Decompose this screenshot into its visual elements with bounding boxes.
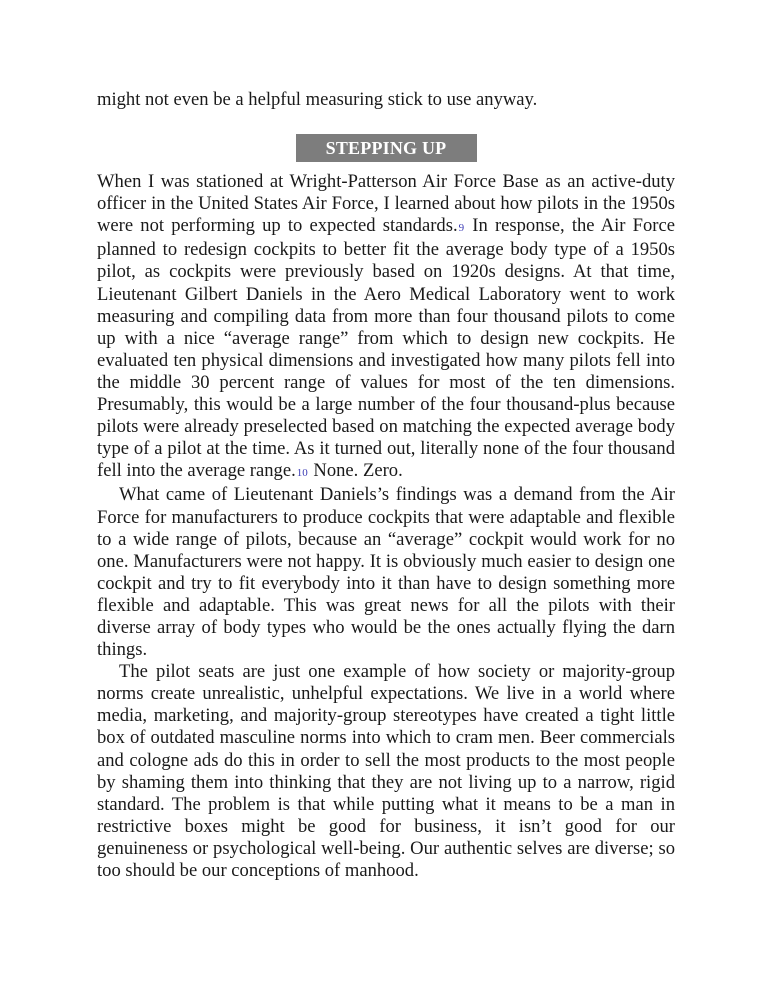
book-page — [97, 89, 675, 882]
endnote-9-link[interactable]: 9 — [458, 222, 465, 235]
paragraph-1-part-2: In response, the Air Force planned to redesign cockpits to better fit the average body type of a 1950s pilot, as cockpits were previously based on 1920s designs. At that time, Lieutenant Gilbert Daniels in the Aero Medical Laboratory went to work measuring and compiling data from more than four thousand pilots to come up with a nice “average range” from which to design new cockpits. He evaluated ten physical dimensions and investigated how many pilots fell into the middle 30 percent range of values for most of the ten dimensions. Presumably, this would be a large number of the four thousand-plus because pilots were already preselected based on matching the expected average body type of a pilot at the time. As it turned out, literally none of the four thousand fell into the average range. — [97, 215, 676, 482]
paragraph-1-part-1: When I was stationed at Wright-Patterson Air Force Base as an active-duty officer in the United States Air Force, I learned about how pilots in the 1950s were not performing up to expected standards. — [97, 171, 675, 237]
paragraph-1 — [97, 171, 675, 484]
paragraph-1-part-3: None. Zero. — [308, 460, 403, 482]
section-heading: STEPPING UP — [296, 134, 477, 162]
endnote-10-link[interactable]: 10 — [296, 467, 308, 480]
section-heading-wrap — [97, 134, 675, 162]
lead-line: might not even be a helpful measuring stick to use anyway. — [97, 89, 538, 110]
paragraph-3: The pilot seats are just one example of how society or majority-group norms create unrealistic, unhelpful expectations. We live in a world where media, marketing, and majority-group stereotypes have created a tight little box of outdated masculine norms into which to cram men. Beer commercials and cologne ads do this in order to sell the most products to the most people by shaming them into thinking that they are not living up to a narrow, rigid standard. The problem is that while putting what it means to be a man in restrictive boxes might be good for business, it isn’t good for our genuineness or psychological well-being. Our authentic selves are diverse; so too should be our conceptions of manhood. — [97, 661, 675, 881]
paragraph-2: What came of Lieutenant Daniels’s findings was a demand from the Air Force for manufacturers to produce cockpits that were adaptable and flexible to a wide range of pilots, because an “average” cockpit would work for no one. Manufacturers were not happy. It is obviously much easier to design one cockpit and try to fit everybody into it than have to design something more flexible and adaptable. This was great news for all the pilots with their diverse array of body types who would be the ones actually flying the darn things. — [97, 484, 675, 661]
